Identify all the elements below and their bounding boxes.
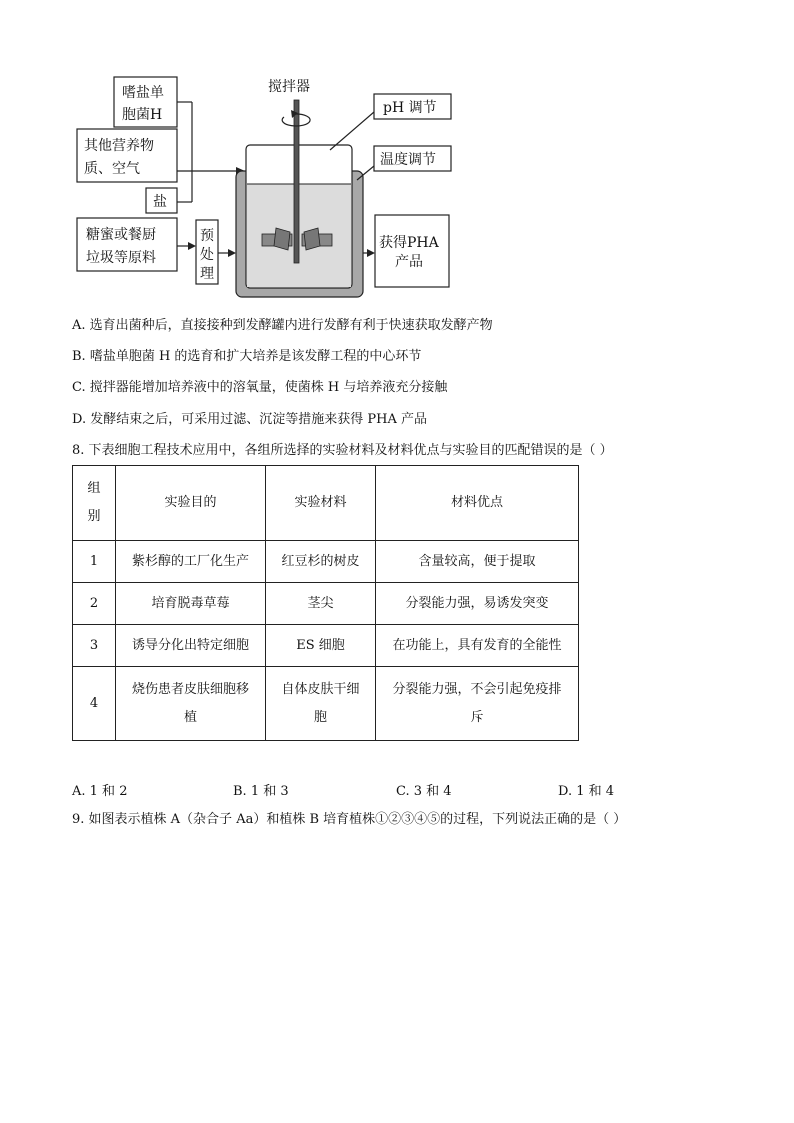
cell: 1 (73, 541, 116, 583)
table-row (73, 583, 579, 625)
answer-d: D. 1 和 4 (558, 784, 615, 799)
temp-label: 温度调节 (380, 152, 436, 168)
answer-b: B. 1 和 3 (233, 784, 289, 799)
pre-3: 理 (200, 266, 214, 282)
cell: 分裂能力强，不会引起免疫排斥 (376, 667, 579, 741)
answer-a: A. 1 和 2 (72, 784, 128, 799)
option-a: A. 选育出菌种后，直接接种到发酵罐内进行发酵有利于快速获取发酵产物 (72, 318, 493, 333)
option-d: D. 发酵结束之后，可采用过滤、沉淀等措施来获得 PHA 产品 (72, 412, 427, 427)
cell: 自体皮肤干细胞 (266, 667, 376, 741)
cell: 3 (73, 625, 116, 667)
header-purpose: 实验目的 (116, 466, 266, 541)
fermentation-diagram (0, 0, 794, 310)
bacteria-line2: 胞菌H (122, 107, 163, 123)
table-row (73, 625, 579, 667)
salt-label: 盐 (153, 194, 167, 210)
bacteria-line1: 嗜盐单 (122, 85, 164, 101)
pre-2: 处 (200, 247, 214, 263)
product-box (375, 215, 449, 287)
cell: ES 细胞 (266, 625, 376, 667)
cell: 红豆杉的树皮 (266, 541, 376, 583)
stirrer-label: 搅拌器 (268, 79, 310, 95)
cell: 培育脱毒草莓 (116, 583, 266, 625)
cell: 分裂能力强，易诱发突变 (376, 583, 579, 625)
header-material: 实验材料 (266, 466, 376, 541)
raw-line1: 糖蜜或餐厨 (86, 227, 156, 243)
cell: 含量较高，便于提取 (376, 541, 579, 583)
option-b: B. 嗜盐单胞菌 H 的选育和扩大培养是该发酵工程的中心环节 (72, 349, 422, 364)
header-group: 组别 (73, 466, 116, 541)
nutrients-line2: 质、空气 (84, 161, 140, 177)
table-row (73, 541, 579, 583)
question-8: 8. 下表细胞工程技术应用中，各组所选择的实验材料及材料优点与实验目的匹配错误的是（ ） (72, 443, 613, 458)
cell: 4 (73, 667, 116, 741)
product-line1: 获得PHA (379, 235, 439, 251)
pre-1: 预 (200, 228, 214, 244)
cell: 茎尖 (266, 583, 376, 625)
product-line2: 产品 (395, 254, 423, 270)
table-row (73, 667, 579, 741)
answer-c: C. 3 和 4 (396, 784, 452, 799)
cell: 紫杉醇的工厂化生产 (116, 541, 266, 583)
cell: 2 (73, 583, 116, 625)
raw-line2: 垃圾等原料 (86, 250, 156, 266)
cell-engineering-table (72, 465, 579, 741)
cell: 烧伤患者皮肤细胞移植 (116, 667, 266, 741)
question-9: 9. 如图表示植株 A（杂合子 Aa）和植株 B 培育植株①②③④⑤的过程，下列说法正确的是（ ） (72, 812, 627, 827)
table-header-row (73, 466, 579, 541)
nutrients-line1: 其他营养物 (84, 138, 154, 154)
option-c: C. 搅拌器能增加培养液中的溶氧量，使菌株 H 与培养液充分接触 (72, 380, 448, 395)
stirrer-shaft (294, 100, 299, 263)
cell: 诱导分化出特定细胞 (116, 625, 266, 667)
ph-label: pH 调节 (383, 100, 437, 116)
header-advantage: 材料优点 (376, 466, 579, 541)
cell: 在功能上，具有发育的全能性 (376, 625, 579, 667)
